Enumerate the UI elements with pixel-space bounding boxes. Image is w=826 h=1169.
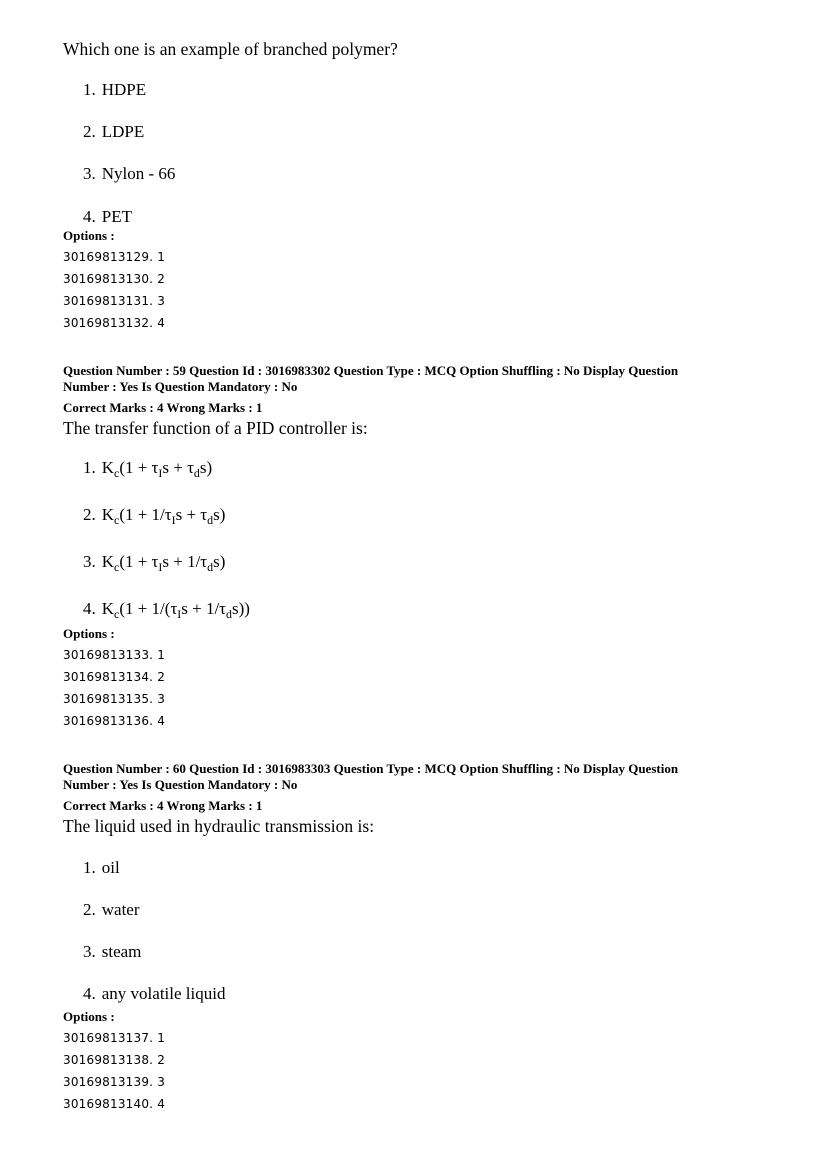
option-item [63,941,783,983]
option-id: 30169813134. 2 [63,670,166,684]
formula-sub: I [158,466,163,481]
option-text: water [101,900,140,919]
option-ids [63,626,783,735]
option-text: HDPE [101,80,147,99]
formula-part: K [101,552,115,571]
question-meta: Question Number : 60 Question Id : 3016983303 Question Type : MCQ Option Shuffling : No Display Question [63,761,679,776]
option-item [63,598,783,620]
option-list [63,79,783,226]
formula-part: K [101,458,115,477]
marks-line: Correct Marks : 4 Wrong Marks : 1 [63,798,263,813]
option-text: LDPE [101,122,145,141]
option-id: 30169813132. 4 [63,316,166,330]
option-ids [63,1009,783,1118]
option-number: 3. [83,164,96,183]
formula-part: s + 1/τ [162,552,208,571]
question-58 [63,38,783,60]
formula-part: s + τ [162,458,194,477]
option-number: 2. [83,122,96,141]
formula-part: s) [199,458,213,477]
option-number: 4. [83,984,96,1003]
option-number: 1. [83,458,96,477]
option-item [63,857,783,899]
marks-line: Correct Marks : 4 Wrong Marks : 1 [63,400,263,415]
option-list [63,457,783,620]
option-list [63,857,783,1005]
option-ids [63,228,783,337]
option-id: 30169813131. 3 [63,294,166,308]
option-text: oil [101,858,120,877]
option-id: 30169813139. 3 [63,1075,166,1089]
formula-sub: c [114,466,120,481]
question-60 [63,761,783,837]
option-number: 2. [83,505,96,524]
option-id: 30169813137. 1 [63,1031,166,1045]
option-text: Nylon - 66 [101,164,176,183]
option-item [63,79,783,121]
option-text: any volatile liquid [101,984,226,1003]
formula-part: s + τ [175,505,208,524]
formula-sub: d [207,560,214,575]
option-id: 30169813133. 1 [63,648,166,662]
formula-part: s)) [231,599,250,618]
question-meta: Number : Yes Is Question Mandatory : No [63,379,298,394]
option-item [63,983,783,1005]
option-id: 30169813135. 3 [63,692,166,706]
option-item [63,206,783,226]
formula-sub: c [114,607,120,622]
formula-part: (1 + 1/τ [119,505,172,524]
options-label: Options : [63,1009,115,1024]
option-number: 3. [83,942,96,961]
formula-part: K [101,505,115,524]
option-id: 30169813138. 2 [63,1053,166,1067]
question-text: The liquid used in hydraulic transmission is: [63,816,375,836]
options-label: Options : [63,228,115,243]
option-item [63,457,783,504]
formula-sub: I [177,607,182,622]
formula-sub: c [114,513,120,528]
option-item [63,899,783,941]
formula-sub: I [171,513,176,528]
option-id: 30169813130. 2 [63,272,166,286]
formula-part: (1 + τ [119,552,159,571]
option-item [63,504,783,551]
formula-part: s + 1/τ [181,599,227,618]
option-id: 30169813140. 4 [63,1097,166,1111]
question-meta: Question Number : 59 Question Id : 3016983302 Question Type : MCQ Option Shuffling : No Display Question [63,363,679,378]
option-number: 1. [83,858,96,877]
formula-part: (1 + τ [119,458,159,477]
option-item [63,551,783,598]
option-number: 2. [83,900,96,919]
question-59 [63,363,783,439]
option-id: 30169813136. 4 [63,714,166,728]
question-text: The transfer function of a PID controller is: [63,418,368,438]
option-item [63,121,783,163]
question-text: Which one is an example of branched polymer? [63,39,398,59]
option-number: 1. [83,80,96,99]
formula-part: s) [213,505,226,524]
formula-sub: d [193,466,200,481]
option-number: 4. [83,599,96,618]
option-number: 3. [83,552,96,571]
option-item [63,163,783,206]
option-id: 30169813129. 1 [63,250,166,264]
option-number: 4. [83,207,96,226]
formula-part: (1 + 1/(τ [119,599,178,618]
option-text: steam [101,942,142,961]
formula-sub: I [158,560,163,575]
option-text: PET [101,207,132,226]
formula-sub: c [114,560,120,575]
formula-part: s) [213,552,226,571]
formula-sub: d [207,513,214,528]
question-meta: Number : Yes Is Question Mandatory : No [63,777,298,792]
formula-part: K [101,599,115,618]
formula-sub: d [226,607,232,622]
options-label: Options : [63,626,115,641]
